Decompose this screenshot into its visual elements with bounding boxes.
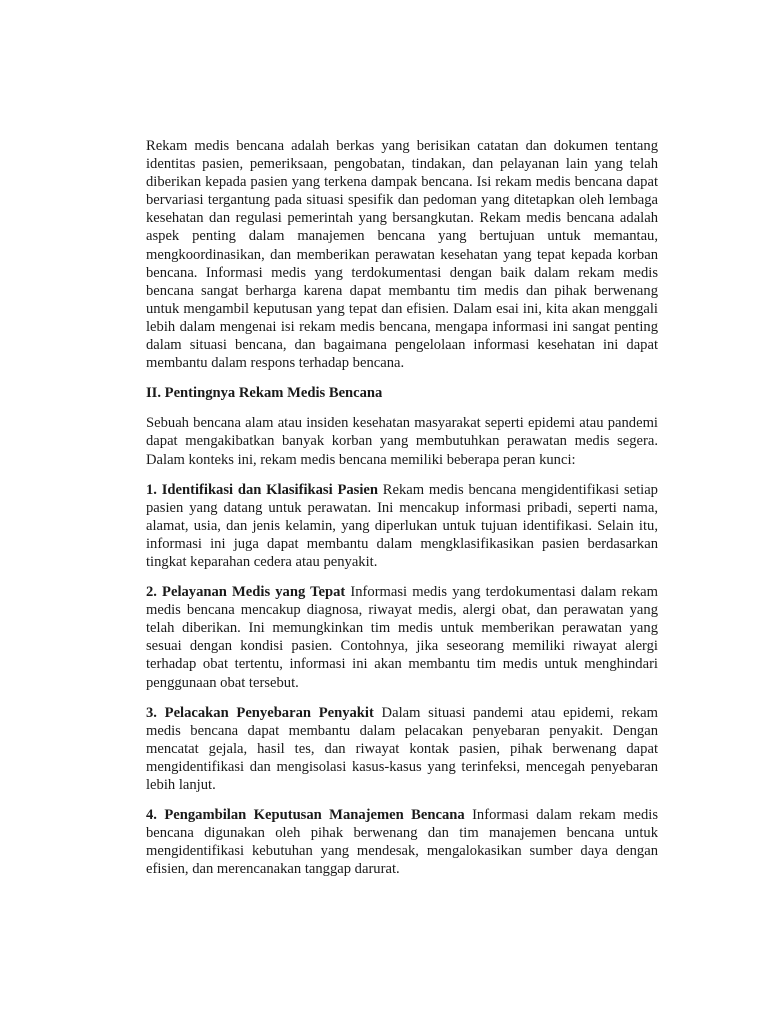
point-text-1: Rekam medis bencana mengidentifikasi setiap pasien yang datang untuk perawatan. Ini mencakup informasi pribadi, seperti nama, alamat, usia, dan jenis kelamin, yang diperlukan untuk tujuan identifikasi. Selain itu, informasi ini juga dapat membantu dalam mengklasifikasikan pasien berdasarkan tingkat keparahan cedera atau penyakit. [146,481,658,570]
intro-paragraph: Rekam medis bencana adalah berkas yang berisikan catatan dan dokumen tentang identitas pasien, pemeriksaan, pengobatan, tindakan, dan pelayanan lain yang telah diberikan kepada pasien yang terkena dampak bencana. Isi rekam medis bencana dapat bervariasi tergantung pada situasi spesifik dan pedoman yang ditetapkan oleh lembaga kesehatan dan regulasi pemerintah yang bersangkutan. Rekam medis bencana adalah aspek penting dalam manajemen bencana yang bertujuan untuk memantau, mengkoordinasikan, dan memberikan perawatan kesehatan yang tepat kepada korban bencana. Informasi medis yang terdokumentasi dengan baik dalam rekam medis bencana sangat berharga karena dapat membantu tim medis dan pihak berwenang untuk mengambil keputusan yang tepat dan efisien. Dalam esai ini, kita akan menggali lebih dalam mengenai isi rekam medis bencana, mengapa informasi ini sangat penting dalam situasi bencana, dan bagaimana pengelolaan informasi kesehatan ini dapat membantu dalam respons terhadap bencana. [146,138,658,372]
document-body [146,137,658,890]
point-paragraph-1 [146,481,658,571]
point-title-4: 4. Pengambilan Keputusan Manajemen Bencana [146,807,465,824]
point-text-4: Informasi dalam rekam medis bencana digunakan oleh pihak berwenang dan tim manajemen bencana untuk mengidentifikasi kebutuhan yang mendesak, mengalokasikan sumber daya dengan efisien, dan merencanakan tanggap darurat. [146,807,658,878]
section-heading: II. Pentingnya Rekam Medis Bencana [146,385,383,402]
point-text-3: Dalam situasi pandemi atau epidemi, rekam medis bencana dapat membantu dalam pelacakan penyebaran penyakit. Dengan mencatat gejala, hasil tes, dan riwayat kontak pasien, pihak berwenang dapat mengidentifikasi dan mengisolasi kasus-kasus yang terinfeksi, mencegah penyebaran lebih lanjut. [146,704,658,793]
point-paragraph-2 [146,583,658,692]
section-intro-paragraph: Sebuah bencana alam atau insiden kesehatan masyarakat seperti epidemi atau pandemi dapat mengakibatkan banyak korban yang membutuhkan perawatan medis segera. Dalam konteks ini, rekam medis bencana memiliki beberapa peran kunci: [146,415,658,468]
point-title-2: 2. Pelayanan Medis yang Tepat [146,584,346,601]
point-title-3: 3. Pelacakan Penyebaran Penyakit [146,704,374,721]
point-title-1: 1. Identifikasi dan Klasifikasi Pasien [146,481,378,498]
point-paragraph-4 [146,806,658,878]
point-text-2: Informasi medis yang terdokumentasi dalam rekam medis bencana mencakup diagnosa, riwayat medis, alergi obat, dan perawatan yang telah diberikan. Ini memungkinkan tim medis untuk memberikan perawatan yang sesuai dengan kondisi pasien. Contohnya, jika seseorang memiliki riwayat alergi terhadap obat tertentu, informasi ini akan membantu tim medis untuk menghindari penggunaan obat tersebut. [146,584,658,691]
point-paragraph-3 [146,704,658,794]
